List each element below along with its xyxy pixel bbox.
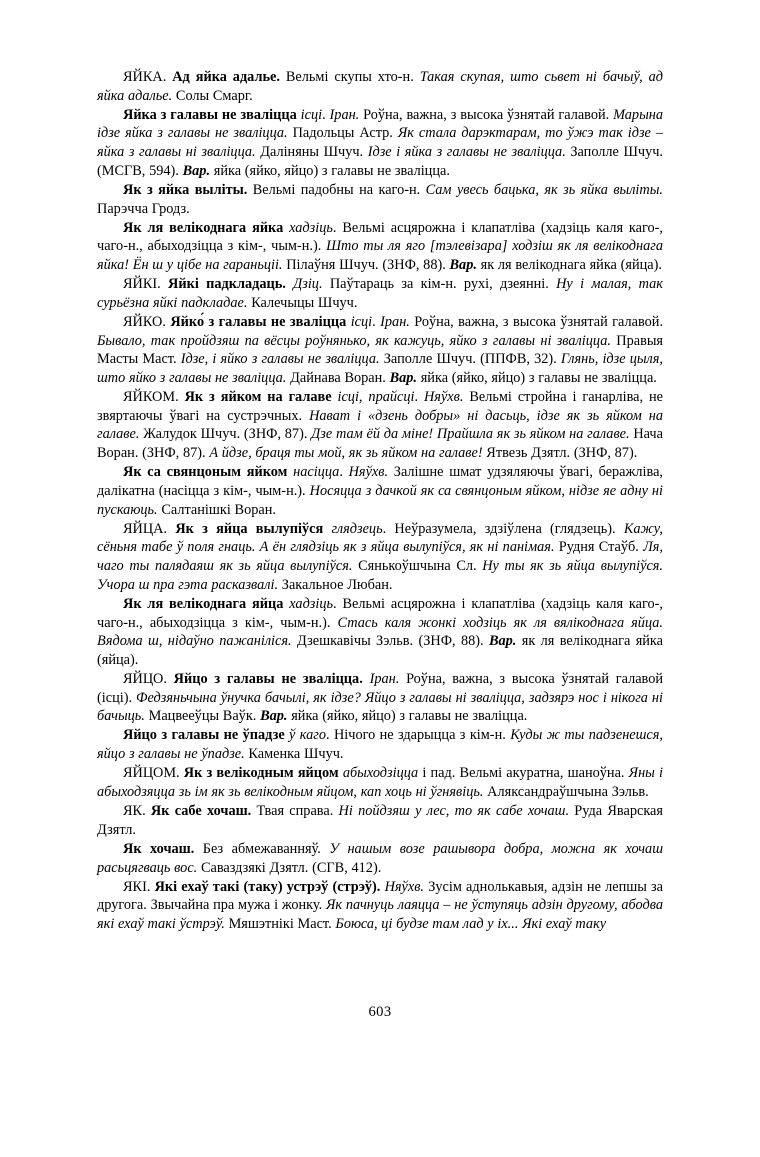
entry-illustration: Няўхв. [423, 389, 464, 406]
entry-text: Роўна, важна, з высока ўзнятай галавой. [409, 314, 664, 331]
entry-column [97, 68, 663, 934]
entry-text: . Вельмі асцярожна і клапатліва (хадзіць каля каго-, чаго-н., абыходзіцца з кім-, чым-н.). [97, 595, 663, 631]
entry-text: Жалудок Шчуч. (ЗНФ, 87). [139, 426, 312, 443]
dictionary-entry [97, 726, 663, 763]
entry-illustration: Дзе там ёй да міне! Прайшла як зь яйком на галаве. [311, 426, 630, 443]
entry-text: Заполле Шчуч. (ППФВ, 32). [379, 351, 561, 368]
entry-text: Калечыцы Шчуч. [247, 294, 358, 311]
dictionary-entry [97, 670, 663, 726]
dictionary-entry [97, 520, 663, 595]
entry-text: Саваздзякі Дзятл. (СГВ, 412). [197, 859, 382, 876]
entry-headphrase: Як са свянцоным яйком [123, 464, 288, 481]
entry-text: ЯК. [123, 803, 151, 820]
entry-text: . [414, 389, 424, 406]
entry-illustration: Ну ты як зь яйца вылупіўся. Учора ш пра гэта расказвалі. [97, 558, 664, 593]
entry-variant-marker: Вар. [260, 708, 288, 725]
dictionary-entry [97, 313, 663, 388]
entry-text: ЯЙЦОМ. [123, 765, 184, 782]
entry-text: ЯЙКО. [123, 314, 171, 331]
entry-text: Руда Яварская Дзятл. [97, 803, 663, 838]
entry-illustration: Сам увесь бацька, як зь яйка выліты. [425, 181, 663, 198]
entry-variant-marker: Вар. [389, 370, 418, 386]
entry-illustration: Ідзе і яйка з галавы не зваліцца. [367, 144, 566, 161]
entry-text: Дайнава Воран. [286, 370, 390, 386]
entry-text: яйка (яйко, яйцо) з галавы не зваліцца. [287, 708, 528, 725]
entry-illustration: Куды ж ты падзенешся, яйцо з галавы не ўпадзе. [97, 727, 663, 763]
entry-illustration: абыходзіцца [338, 765, 419, 782]
entry-text: Рудня Стаўб. [554, 539, 644, 556]
page-number: 603 [368, 1004, 392, 1020]
entry-illustration: Такая скупая, што сьвет ні бачыў, ад яйка адалье. [97, 69, 664, 104]
entry-text: . Нічого не здарыцца з кім-н. [326, 727, 511, 744]
entry-text: Салтанішкі Воран. [157, 501, 276, 518]
entry-illustration: Няўхв. [348, 464, 389, 481]
entry-text: яйка (яйко, яйцо) з галавы не зваліцца. [417, 370, 657, 386]
entry-headphrase: Ад яйка адалье. [172, 69, 280, 85]
entry-illustration: Боюса, ці будзе там лад у іх... Які ехаў таку [335, 916, 607, 933]
entry-text: Пілаўня Шчуч. (ЗНФ, 88). [282, 257, 450, 274]
dictionary-entry [97, 181, 663, 218]
entry-illustration: Што ты ля яго [тэлевізара] ходзіш як ля велікоднага яйка! Ён ш у цібе на гараньціі. [97, 238, 664, 274]
entry-text: і пад. Вельмі акуратна, шаноўна. [418, 765, 629, 782]
entry-text: як ля велікоднага яйка (яйца). [476, 257, 662, 274]
entry-text: Парэчча Гродз. [97, 200, 190, 217]
entry-text: ЯЙКА. [123, 69, 173, 85]
entry-text: ЯЙКІ. [123, 276, 169, 293]
entry-text: Ятвезь Дзятл. (ЗНФ, 87). [482, 445, 638, 462]
entry-headphrase: Як хочаш. [123, 840, 195, 857]
dictionary-entry [97, 878, 663, 934]
entry-illustration: У нашым возе рашывора добра, можна як хочаш расьцягваць вос. [97, 840, 663, 876]
entry-illustration: Стась каля жонкі ходзіць як ля вялікоднага яйца. Вядома ш, нідаўно пажаніліся. [97, 614, 663, 650]
dictionary-entry [97, 106, 663, 181]
entry-text: ЯЙЦА. [123, 520, 176, 537]
entry-text: Зусім аднолькавыя, адзін не лепшы за другога. Звычайна пра мужа і жонку. [97, 878, 664, 914]
entry-illustration: Іран. [329, 106, 360, 123]
entry-illustration: Дзіц. [285, 276, 323, 293]
entry-variant-marker: Вар. [182, 162, 211, 179]
entry-text: Нача Воран. (ЗНФ, 87). [97, 426, 663, 462]
entry-illustration: Нават і «дзень добры» ні дасьць, ідзе як зь яйком на галаве. [97, 407, 663, 443]
entry-headphrase: Як з яйка выліты. [123, 181, 248, 198]
entry-text: ЯЙКОМ. [123, 389, 185, 406]
entry-headphrase: Як з велікодным яйцом [183, 765, 339, 782]
entry-illustration: Ні пойдзяш у лес, то як сабе хочаш. [338, 803, 570, 820]
entry-text: ЯКІ. [123, 878, 155, 895]
entry-text: Мяшэтнікі Маст. [224, 916, 336, 933]
entry-text: Каменка Шчуч. [244, 746, 344, 763]
dictionary-entry [97, 275, 663, 312]
entry-illustration: Федзяньчына ўнучка бачылі, як ідзе? Яйцо з галавы ні зваліцца, задзярэ нос і нікога ні бачыць. [97, 689, 663, 725]
entry-illustration: Яны і абыходзяцца зь ім як зь велікодным яйцом, кап хоць ні ўгнявіць. [97, 765, 663, 800]
entry-text: Без абмежаванняў. [194, 840, 330, 857]
entry-illustration: Іран. [380, 314, 410, 331]
entry-text: Даліняны Шчуч. [255, 144, 368, 161]
entry-text: Вельмі стройна і ганарліва, не звяртаючы ўвагі на сустрэчных. [97, 389, 664, 424]
entry-headphrase: Які ехаў такі (таку) устрэў (стрэў). [154, 878, 381, 895]
entry-headphrase: Яйцо з галавы не ўпадзе [123, 727, 285, 744]
entry-text: Твая справа. [251, 803, 339, 820]
entry-illustration: ісці [296, 106, 323, 123]
entry-headphrase: Яйка з галавы не зваліцца [123, 106, 297, 123]
entry-text: . Вельмі асцярожна і клапатліва (хадзіць каля каго-, чаго-н., абыходзіцца з кім-, чым-н.). [97, 219, 663, 255]
entry-illustration: Носяцца з дачкой як са свянцоным яйком, нідзе яе адну ні пускаюць. [97, 482, 663, 518]
entry-variant-marker: Вар. [449, 257, 477, 274]
entry-text: Солы Смарг. [172, 87, 253, 104]
entry-text: Падольцы Астр. [287, 125, 398, 142]
entry-text: Роўна, важна, з высока ўзнятай галавой (ісці). [97, 671, 664, 706]
entry-illustration: насіцца [287, 464, 340, 481]
entry-text: . [372, 314, 381, 331]
entry-illustration: Ну і малая, так сурьёзна яйкі падкладае. [97, 276, 663, 311]
entry-illustration: Ідзе, і яйко з галавы не зваліцца. [180, 351, 380, 368]
entry-text: Заполле Шчуч. (МСГВ, 594). [97, 144, 663, 179]
dictionary-entry [97, 764, 663, 801]
entry-text: . [322, 106, 330, 123]
entry-illustration: Ля, чаго ты палядаяш як зь яйца вылупіўся. [97, 539, 663, 575]
dictionary-entry [97, 68, 663, 105]
entry-headphrase: Як з яйца вылупіўся [175, 520, 324, 537]
entry-illustration: Як пачнуць лаяцца – не ўступяць адзін другому, абодва які ехаў такі ўстрэў. [97, 897, 663, 933]
entry-text: . [339, 464, 349, 481]
dictionary-entry [97, 388, 663, 463]
entry-illustration: А йдзе, браця ты мой, як зь яйком на галаве! [209, 445, 483, 462]
entry-headphrase: Яйко́ з галавы не зваліцца [170, 314, 347, 331]
entry-text: Сянькоўшчына Сл. [352, 558, 483, 575]
entry-illustration: ў каго [284, 727, 326, 744]
entry-text: . Неўразумела, здзіўлена (глядзець). [382, 520, 624, 537]
entry-illustration: ісці, прайсці [331, 389, 415, 406]
entry-headphrase: Яйкі падкладаць. [168, 276, 286, 293]
dictionary-entry [97, 595, 663, 670]
dictionary-entry [97, 219, 663, 275]
entry-illustration: Як стала дарэктарам, то ўжэ так ідзе – яйка з галавы ні зваліцца. [97, 125, 663, 161]
dictionary-entry [97, 463, 663, 519]
entry-text: Аляксандраўшчына Зэльв. [483, 783, 649, 800]
entry-illustration: ісці [346, 314, 373, 331]
entry-text: яйка (яйко, яйцо) з галавы не зваліцца. [210, 162, 450, 179]
dictionary-entry [97, 840, 663, 877]
entry-illustration: Няўхв. [384, 878, 425, 895]
entry-text: Роўна, важна, з высока ўзнятай галавой. [359, 106, 614, 123]
entry-text [363, 671, 370, 687]
entry-illustration: Бывало, так пройдзяш па вёсцы роўнянько, як кажуць, яйко з галавы ні зваліцца. [97, 332, 611, 349]
entry-text: Вельмі падобны на каго-н. [247, 181, 426, 198]
entry-text: Дзешкавічы Зэльв. (ЗНФ, 88). [291, 633, 489, 650]
entry-illustration: Глянь, ідзе цыля, што яйко з галавы не зваліцца. [97, 351, 664, 386]
entry-text: Правыя Масты Маст. [97, 332, 664, 368]
entry-text: ЯЙЦО. [123, 671, 174, 687]
entry-illustration: Кажу, сёньня табе ў поля гнаць. А ён глядзіць як з яйца вылупіўся, як ні панімая. [97, 520, 664, 556]
entry-variant-marker: Вар. [488, 633, 517, 650]
entry-headphrase: Як з яйком на галаве [184, 389, 332, 406]
entry-headphrase: Як сабе хочаш. [150, 803, 252, 820]
entry-illustration: Марына ідзе яйка з галавы не зваліцца. [97, 106, 664, 142]
entry-text: Залішне шмат удзяляючы ўвагі, беражліва, далікатна (насіцца з кім-, чым-н.). [97, 464, 663, 499]
entry-illustration: хадзіць [283, 219, 333, 236]
entry-headphrase: Яйцо з галавы не зваліцца. [173, 671, 363, 687]
entry-illustration: Іран. [369, 671, 400, 687]
entry-illustration: хадзіць [283, 595, 334, 612]
entry-text: Мацвееўцы Ваўк. [144, 708, 261, 725]
dictionary-entry [97, 802, 663, 839]
entry-text: Вельмі скупы хто-н. [279, 69, 420, 85]
entry-headphrase: Як ля велікоднага яйка [123, 219, 284, 236]
entry-headphrase: Як ля велікоднага яйца [123, 595, 284, 612]
entry-text: як ля велікоднага яйка (яйца). [97, 633, 663, 668]
entry-text: Паўтараць за кім-н. рухі, дзеянні. [322, 276, 557, 293]
entry-text: Закальное Любан. [278, 576, 393, 593]
entry-illustration: глядзець [323, 520, 383, 537]
